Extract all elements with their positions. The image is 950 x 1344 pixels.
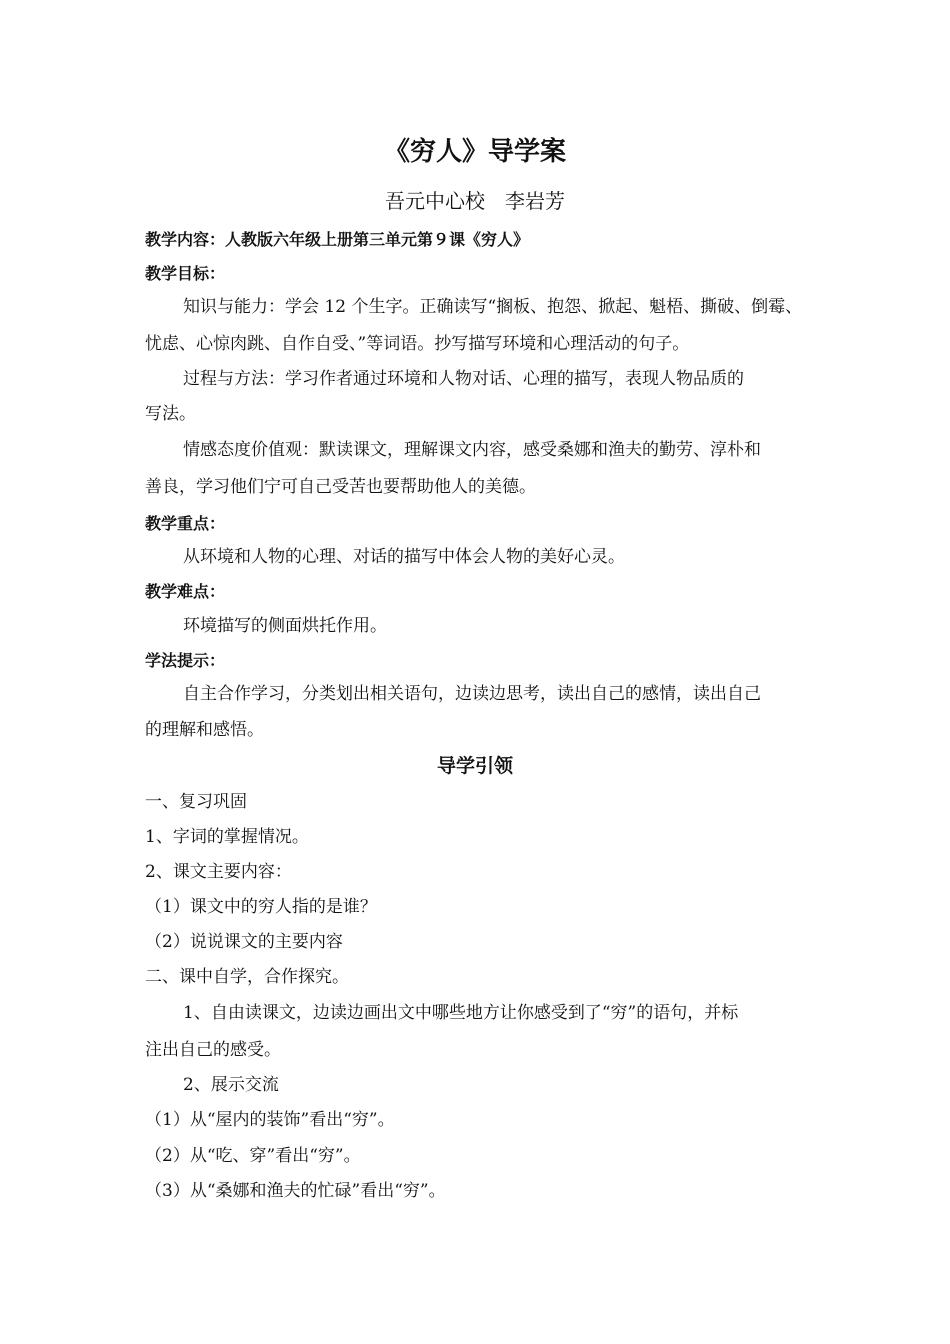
method-line1: 自主合作学习，分类划出相关语句，边读边思考，读出自己的感情，读出自己: [183, 684, 761, 704]
review-heading: 一、复习巩固: [145, 792, 247, 812]
difficulty-heading: 教学难点：: [145, 582, 226, 601]
study-item-2-1: （1）从“屋内的装饰”看出“穷”。: [145, 1110, 395, 1130]
goals-heading: 教学目标：: [145, 264, 226, 283]
review-item-2: 2、课文主要内容：: [145, 862, 292, 882]
review-item-2-1: （1）课文中的穷人指的是谁？: [145, 897, 377, 917]
document-title: 《穷人》导学案: [383, 137, 566, 167]
method-heading: 学法提示：: [145, 651, 226, 670]
study-item-2-3: （3）从“桑娜和渔夫的忙碌”看出“穷”。: [145, 1181, 446, 1201]
difficulty-text: 环境描写的侧面烘托作用。: [183, 616, 387, 636]
study-item-2: 2、展示交流: [183, 1075, 279, 1095]
goal-emotion-line1: 情感态度价值观：默读课文，理解课文内容，感受桑娜和渔夫的勤劳、淳朴和: [183, 440, 761, 460]
method-line2: 的理解和感悟。: [145, 720, 264, 740]
review-item-2-2: （2）说说课文的主要内容: [145, 932, 343, 952]
goal-process-line2: 写法。: [145, 404, 196, 424]
study-item-1-line1: 1、自由读课文，边读边画出文中哪些地方让你感受到了“穷”的语句，并标: [183, 1003, 739, 1023]
goal-knowledge-line1: 知识与能力：学会 12 个生字。正确读写“搁板、抱怨、掀起、魁梧、撕破、倒霉、: [183, 297, 803, 317]
review-item-1: 1、字词的掌握情况。: [145, 827, 309, 847]
goal-knowledge-line2: 忧虑、心惊肉跳、自作自受、”等词语。抄写描写环境和心理活动的句子。: [145, 334, 690, 354]
study-heading: 二、课中自学，合作探究。: [145, 967, 349, 987]
key-points-heading: 教学重点：: [145, 514, 226, 533]
section-title: 导学引领: [436, 755, 513, 777]
study-item-1-line2: 注出自己的感受。: [145, 1040, 281, 1060]
teaching-content: 教学内容：人教版六年级上册第三单元第９课《穷人》: [145, 230, 530, 249]
study-item-2-2: （2）从“吃、穿”看出“穷”。: [145, 1146, 361, 1166]
author-line: 吾元中心校 李岩芳: [385, 189, 565, 213]
key-points-text: 从环境和人物的心理、对话的描写中体会人物的美好心灵。: [183, 547, 625, 567]
goal-process-line1: 过程与方法：学习作者通过环境和人物对话、心理的描写，表现人物品质的: [183, 369, 744, 389]
goal-emotion-line2: 善良，学习他们宁可自己受苦也要帮助他人的美德。: [145, 477, 536, 497]
